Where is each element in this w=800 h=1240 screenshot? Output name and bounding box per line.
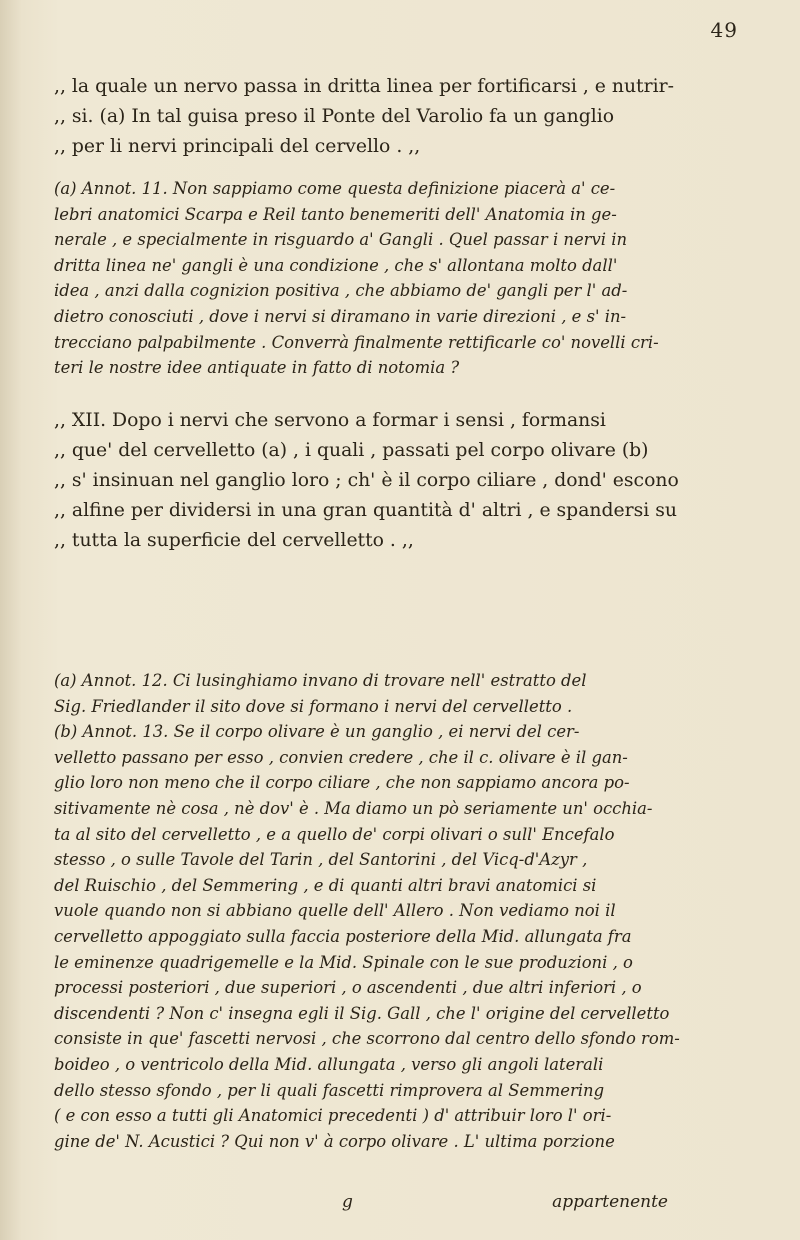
note-line: lebri anatomici Scarpa e Reil tanto benemeriti dell' Anatomia in ge- [54, 204, 617, 224]
note-line: (a) Annot. 12. Ci lusinghiamo invano di trovare nell' estratto del [54, 671, 587, 690]
text-line: ,, la quale un nervo passa in dritta linea per fortificarsi , e nutrir- [54, 76, 674, 97]
note-line: (a) Annot. 11. Non sappiamo come questa definizione piacerà a' ce- [54, 179, 616, 198]
catchword: appartenente [552, 1192, 668, 1212]
note-line: glio loro non meno che il corpo ciliare , che non sappiamo ancora po- [54, 773, 630, 793]
note-line: le eminenze quadrigemelle e la Mid. Spinale con le sue produzioni , o [54, 952, 633, 972]
main-text-b [54, 406, 772, 556]
text-line: ,, que' del cervelletto (a) , i quali , passati pel corpo olivare (b) [54, 440, 649, 461]
note-line: ta al sito del cervelletto , e a quello de' corpi olivari o sull' Encefalo [54, 824, 615, 844]
note-line: velletto passano per esso , convien credere , che il c. olivare è il gan- [54, 747, 628, 767]
text-line: ,, s' insinuan nel ganglio loro ; ch' è il corpo ciliare , dond' escono [54, 470, 679, 491]
note-line: stesso , o sulle Tavole del Tarin , del Santorini , del Vicq-d'Azyr , [54, 850, 588, 870]
note-line: dello stesso sfondo , per li quali fascetti rimprovera al Semmering [54, 1080, 605, 1100]
note-line: Sig. Friedlander il sito dove si formano i nervi del cervelletto . [54, 696, 573, 716]
note-line: ( e con esso a tutti gli Anatomici precedenti ) d' attribuir loro l' ori- [54, 1106, 612, 1126]
note-line: dietro conosciuti , dove i nervi si diramano in varie direzioni , e s' in- [54, 306, 627, 326]
note-line: processi posteriori , due superiori , o ascendenti , due altri inferiori , o [54, 978, 642, 998]
footnote-12-13 [54, 668, 772, 1154]
note-line: cervelletto appoggiato sulla faccia posteriore della Mid. allungata fra [54, 926, 632, 946]
note-line: teri le nostre idee antiquate in fatto di notomia ? [54, 358, 460, 378]
note-line: gine de' N. Acustici ? Qui non v' à corpo olivare . L' ultima porzione [54, 1131, 615, 1151]
note-line: sitivamente nè cosa , nè dov' è . Ma diamo un pò seriamente un' occhia- [54, 798, 653, 818]
note-line: trecciano palpabilmente . Converrà finalmente rettificarle co' novelli cri- [54, 332, 659, 352]
note-line: nerale , e specialmente in risguardo a' Gangli . Quel passar i nervi in [54, 230, 628, 250]
note-line: idea , anzi dalla cognizion positiva , che abbiamo de' gangli per l' ad- [54, 281, 628, 301]
page-number: 49 [710, 18, 738, 42]
signature-mark: g [342, 1192, 353, 1212]
text-line: ,, per li nervi principali del cervello . ,, [54, 136, 421, 157]
main-text-a [54, 72, 772, 162]
note-line: boideo , o ventricolo della Mid. allungata , verso gli angoli laterali [54, 1054, 604, 1074]
note-line: discendenti ? Non c' insegna egli il Sig. Gall , che l' origine del cervelletto [54, 1003, 670, 1023]
text-line: ,, alfine per dividersi in una gran quantità d' altri , e spandersi su [54, 500, 677, 521]
text-line: ,, tutta la superficie del cervelletto . ,, [54, 530, 414, 551]
note-line: (b) Annot. 13. Se il corpo olivare è un ganglio , ei nervi del cer- [54, 722, 580, 742]
note-line: dritta linea ne' gangli è una condizione , che s' allontana molto dall' [54, 255, 618, 275]
note-line: consiste in que' fascetti nervosi , che scorrono dal centro dello sfondo rom- [54, 1029, 680, 1049]
text-line: ,, XII. Dopo i nervi che servono a formar i sensi , formansi [54, 410, 606, 431]
footnote-11 [54, 176, 772, 381]
note-line: del Ruischio , del Semmering , e di quanti altri bravi anatomici si [54, 875, 597, 895]
note-line: vuole quando non si abbiano quelle dell' Allero . Non vediamo noi il [54, 901, 616, 921]
text-line: ,, si. (a) In tal guisa preso il Ponte del Varolio fa un ganglio [54, 106, 615, 127]
